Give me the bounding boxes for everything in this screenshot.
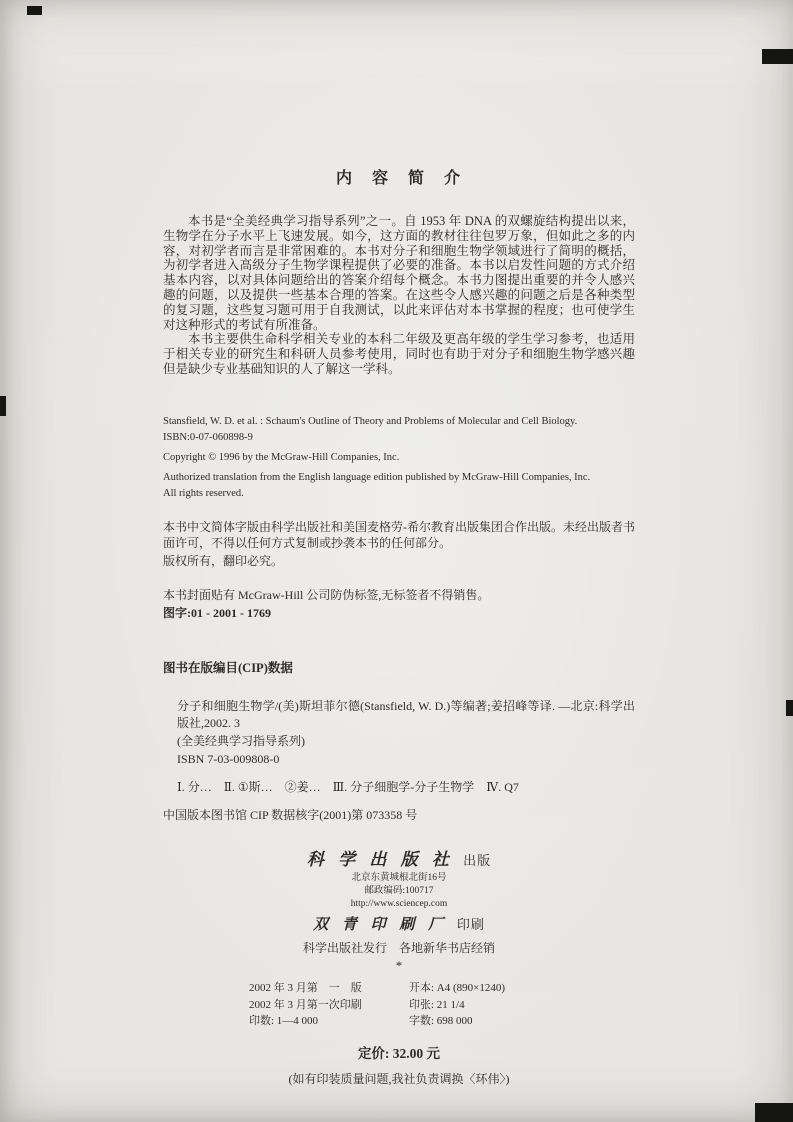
printer-name-script xyxy=(163,913,635,934)
chinese-copyright-block xyxy=(163,519,635,570)
cn-copyright-notice: 版权所有，翻印必究。 xyxy=(163,553,284,568)
press-website: http://www.sciencep.com xyxy=(350,899,448,910)
intro-paragraph-2: 本书主要供生命科学相关专业的本科二年级及更高年级的学生学习参考，也适用于相关专业的研究生和科研人员参考使用，同时也有助于对分子和细胞生物学感兴趣但是缺少专业基础知识的人了解这一学科。 xyxy=(163,332,635,376)
spacer xyxy=(163,622,635,658)
distribution-line: 科学出版社发行 各地新华书店经销 xyxy=(302,941,495,956)
cip-isbn: ISBN 7-03-009808-0 xyxy=(177,752,280,767)
cip-series: (全美经典学习指导系列) xyxy=(177,734,305,749)
press-address: 北京东黄城根北街16号 xyxy=(351,873,447,884)
print-info-row xyxy=(249,997,549,1014)
printer-suffix: 印刷 xyxy=(456,917,485,933)
spacer xyxy=(163,676,635,698)
printer-name: 双 青 印 刷 厂 xyxy=(313,917,449,934)
page-content xyxy=(163,165,635,1087)
cn-copyright-line: 本书中文简体字版由科学出版社和美国麦格劳-希尔教育出版集团合作出版。未经出版者书面许可，不得以任何方式复制或抄袭本书的任何部分。 xyxy=(163,519,635,551)
source-isbn-line: ISBN:0-07-060898-9 xyxy=(163,431,253,443)
price-line: 定价: 32.00 元 xyxy=(357,1045,441,1061)
separator-star: * xyxy=(395,958,403,974)
print-info-table xyxy=(249,980,549,1030)
scan-mark xyxy=(786,700,793,716)
printing-line: 2002 年 3 月第一次印刷 xyxy=(249,998,362,1011)
print-info-row xyxy=(249,1013,549,1030)
cip-main-entry: 分子和细胞生物学/(美)斯坦菲尔德(Stansfield, W. D.)等编著;姜招峰等译. —北京:科学出版社,2002. 3 xyxy=(177,699,635,730)
copyright-line: Copyright © 1996 by the McGraw-Hill Companies, Inc. xyxy=(163,451,400,463)
scan-mark xyxy=(0,396,6,416)
spacer xyxy=(163,797,635,805)
page-title: 内 容 简 介 xyxy=(335,170,462,187)
rights-reserved-line: All rights reserved. xyxy=(163,487,244,499)
english-copyright-block xyxy=(163,414,635,501)
publisher-block xyxy=(163,845,635,974)
press-name: 科 学 出 版 社 xyxy=(306,850,454,870)
press-postcode: 邮政编码:100717 xyxy=(364,886,434,897)
scan-mark xyxy=(762,49,793,64)
cip-header: 图书在版编目(CIP)数据 xyxy=(163,661,293,676)
spacer xyxy=(163,570,635,586)
spacer xyxy=(163,502,635,518)
spacer xyxy=(163,769,635,777)
registration-number: 图字:01 - 2001 - 1769 xyxy=(163,605,271,620)
intro-paragraph-1: 本书是“全美经典学习指导系列”之一。自 1953 年 DNA 的双螺旋结构提出以来，生物学在分子水平上飞速发展。如今，这方面的教材往往包罗万象，但如此之多的内容，对初学者而言是非常困难的。本书对分子和细胞生物学领域进行了简明的概括，为初学者进入高级分子生物学课程提供了必要的准备。本书以启发性问题的方式介绍基本内容，以对具体问题给出的答案介绍每个概念。本书力图提出重要的并令人感兴趣的问题，以及提供一些基本合理的答案。在这些令人感兴趣的问题之后是各种类型的复习题，这些复习题可用于自我测试，以此来评估对本书掌握的程度；也可使学生对这种形式的考试有所准备。 xyxy=(163,214,635,332)
sheets-line: 印张: 21 1/4 xyxy=(409,998,465,1011)
anti-counterfeit-line: 本书封面贴有 McGraw-Hill 公司防伪标签,无标签者不得销售。 xyxy=(163,588,490,603)
source-title-line: Stansfield, W. D. et al. : Schaum's Outline of Theory and Problems of Molecular and Cell Biology. xyxy=(163,415,578,427)
spacer xyxy=(163,377,635,413)
scan-mark xyxy=(755,1103,793,1122)
format-line: 开本: A4 (890×1240) xyxy=(409,982,506,995)
quality-note: (如有印装质量问题,我社负责调换〈环伟〉) xyxy=(288,1071,510,1086)
authorized-translation-line: Authorized translation from the English language edition published by McGraw-Hill Companies, Inc. xyxy=(163,471,591,483)
print-info-row xyxy=(249,980,549,997)
scan-mark xyxy=(27,6,42,15)
press-name-script xyxy=(163,845,635,870)
press-suffix: 出版 xyxy=(463,853,492,869)
copies-line: 印数: 1—4 000 xyxy=(249,1015,319,1028)
wordcount-line: 字数: 698 000 xyxy=(409,1015,473,1028)
cip-record-number: 中国版本图书馆 CIP 数据核字(2001)第 073358 号 xyxy=(163,808,418,823)
cip-classification: Ⅰ. 分… Ⅱ. ①斯… ②姜… Ⅲ. 分子细胞学-分子生物学 Ⅳ. Q7 xyxy=(177,780,519,795)
edition-line: 2002 年 3 月第 一 版 xyxy=(249,982,362,995)
